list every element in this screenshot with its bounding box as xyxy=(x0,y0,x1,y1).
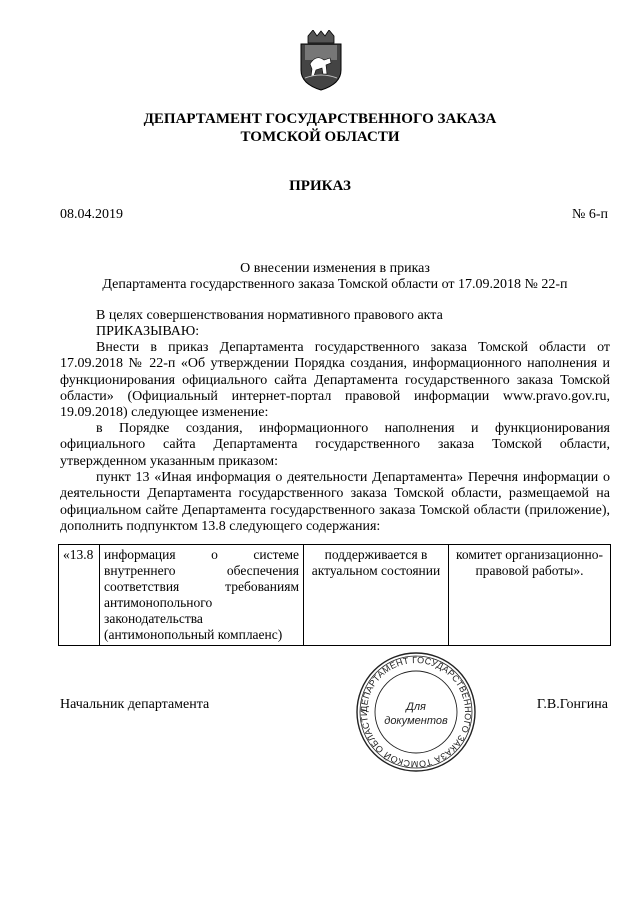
table-row xyxy=(59,545,611,646)
amendment-table xyxy=(58,544,611,646)
signatory-position: Начальник департамента xyxy=(60,697,210,712)
table-cell-period: поддерживается в актуальном состоянии xyxy=(304,545,449,646)
intro-text: В целях совершенствования нормативного правового акта xyxy=(96,308,443,323)
signatory-name: Г.В.Гонгина xyxy=(536,697,608,712)
paragraph-3: пункт 13 «Иная информация о деятельности Департамента» Перечня информации о деятельности Департамента государственного заказа Томской области, размещаемой на официальном сайте Департамента государственного заказа Томской области (приложение), дополнить подпунктом 13.8 следующего содержания: xyxy=(60,470,610,534)
organization-name-line2: ТОМСКОЙ ОБЛАСТИ xyxy=(240,129,400,145)
stamp-center-line1: Для xyxy=(406,701,426,713)
subject-line1: О внесении изменения в приказ xyxy=(240,261,430,276)
document-number: № 6-п xyxy=(571,207,608,222)
stamp-center-line2: документов xyxy=(384,715,448,727)
table-cell-info: информация о системе внутреннего обеспечения соответствия требованиям антимонопольного законодательства (антимонопольный комплаенс) xyxy=(100,545,304,646)
organization-name-line1: ДЕПАРТАМЕНТ ГОСУДАРСТВЕННОГО ЗАКАЗА xyxy=(143,111,497,127)
paragraph-2: в Порядке создания, информационного наполнения и функционирования официального сайта Департамента государственного заказа Томской области, утвержденном указанным приказом: xyxy=(60,421,610,469)
paragraph-1: Внести в приказ Департамента государственного заказа Томской области от 17.09.2018 № 22-п «Об утверждении Порядка создания, информационного наполнения и функционирования официального сайта Департамента государственного заказа Томской области» (Официальный интернет-портал правовой информации www.pravo.gov.ru, 19.09.2018) следующее изменение: xyxy=(60,340,610,421)
official-stamp-icon xyxy=(354,650,478,774)
table-cell-number: «13.8 xyxy=(59,545,100,646)
table-cell-responsible: комитет организационно-правовой работы». xyxy=(449,545,611,646)
document-date: 08.04.2019 xyxy=(60,207,123,222)
томская-область-coat-of-arms-icon xyxy=(296,30,346,92)
subject-line2: Департамента государственного заказа Томской области от 17.09.2018 № 22-п xyxy=(102,277,568,292)
order-keyword: ПРИКАЗЫВАЮ: xyxy=(96,324,200,339)
stamp-ring-text: ДЕПАРТАМЕНТ ГОСУДАРСТВЕННОГО ЗАКАЗА ТОМСКОЙ ОБЛАСТИ xyxy=(358,654,474,770)
document-title: ПРИКАЗ xyxy=(289,178,351,194)
